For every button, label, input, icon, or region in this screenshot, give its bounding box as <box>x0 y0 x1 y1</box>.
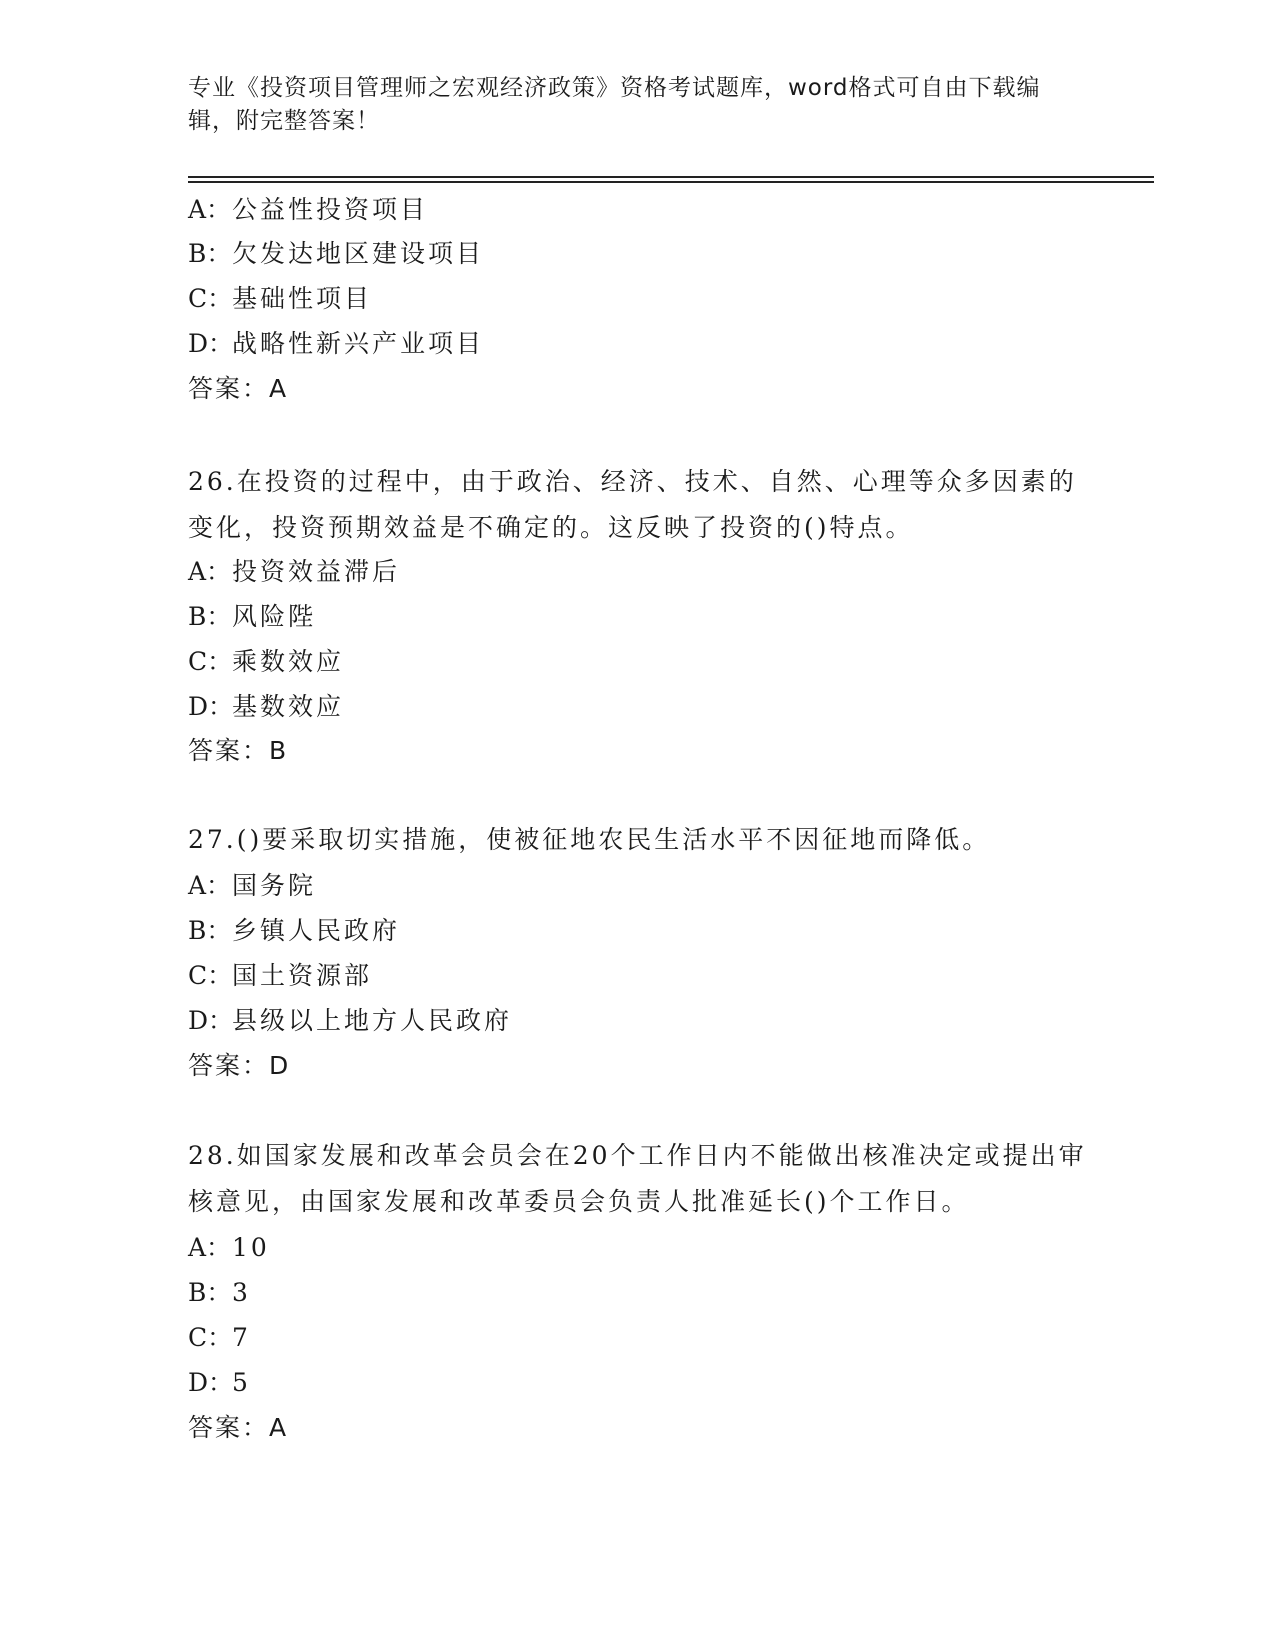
option-label: C： <box>188 284 233 313</box>
option-label: B： <box>188 602 232 631</box>
option-text: 战略性新兴产业项目 <box>232 329 485 358</box>
option-label: A： <box>188 871 232 900</box>
option-text: 3 <box>232 1278 251 1307</box>
option-label: D： <box>188 1368 234 1397</box>
option-label: D： <box>188 1006 234 1035</box>
q26-option-d <box>188 690 344 724</box>
q27-option-d <box>188 1004 512 1038</box>
q28-option-c <box>188 1321 251 1355</box>
q28-option-d <box>188 1366 251 1400</box>
option-text: 基础性项目 <box>232 284 373 313</box>
q27-option-a <box>188 869 316 903</box>
q27-option-c <box>188 959 372 993</box>
q26-option-c <box>188 645 344 679</box>
q28-option-a <box>188 1231 270 1265</box>
q26-question: 26.在投资的过程中，由于政治、经济、技术、自然、心理等众多因素的变化，投资预期效益是不确定的。这反映了投资的()特点。 <box>188 467 1077 542</box>
option-label: A： <box>188 195 232 224</box>
q26-answer: 答案：B <box>188 736 289 765</box>
option-label: C： <box>188 647 233 676</box>
q25-option-b <box>188 237 484 271</box>
option-text: 乡镇人民政府 <box>232 916 401 945</box>
option-text: 欠发达地区建设项目 <box>232 239 485 268</box>
q28-question: 28.如国家发展和改革会员会在20个工作日内不能做出核准决定或提出审核意见，由国家发展和改革委员会负责人批准延长()个工作日。 <box>188 1141 1087 1216</box>
q28-option-b <box>188 1276 251 1310</box>
q25-option-a <box>188 193 428 227</box>
option-text: 公益性投资项目 <box>232 195 429 224</box>
document-header: 专业《投资项目管理师之宏观经济政策》资格考试题库，word格式可自由下载编辑，附完整答案！ <box>188 75 1041 134</box>
option-text: 5 <box>232 1368 251 1397</box>
q27-question: 27.()要采取切实措施，使被征地农民生活水平不因征地而降低。 <box>188 825 991 854</box>
option-text: 7 <box>232 1323 251 1352</box>
q26-option-a <box>188 555 400 589</box>
option-text: 投资效益滞后 <box>232 557 401 586</box>
option-label: A： <box>188 1233 232 1262</box>
q27-option-b <box>188 914 400 948</box>
q28-answer: 答案：A <box>188 1413 289 1442</box>
q26-option-b <box>188 600 316 634</box>
option-label: D： <box>188 692 234 721</box>
q25-answer: 答案：A <box>188 374 289 403</box>
header-divider-bottom <box>188 181 1154 183</box>
option-label: A： <box>188 557 232 586</box>
q25-option-c <box>188 282 372 316</box>
option-label: B： <box>188 239 232 268</box>
option-label: C： <box>188 961 233 990</box>
option-label: D： <box>188 329 234 358</box>
option-text: 乘数效应 <box>232 647 345 676</box>
q25-option-d <box>188 327 484 361</box>
option-text: 国务院 <box>232 871 317 900</box>
header-divider-top <box>188 176 1154 178</box>
option-text: 风险陛 <box>232 602 317 631</box>
option-label: B： <box>188 916 232 945</box>
option-text: 县级以上地方人民政府 <box>232 1006 513 1035</box>
option-text: 国土资源部 <box>232 961 373 990</box>
option-text: 基数效应 <box>232 692 345 721</box>
option-text: 10 <box>232 1233 270 1262</box>
option-label: B： <box>188 1278 232 1307</box>
q27-answer: 答案：D <box>188 1051 291 1080</box>
option-label: C： <box>188 1323 233 1352</box>
